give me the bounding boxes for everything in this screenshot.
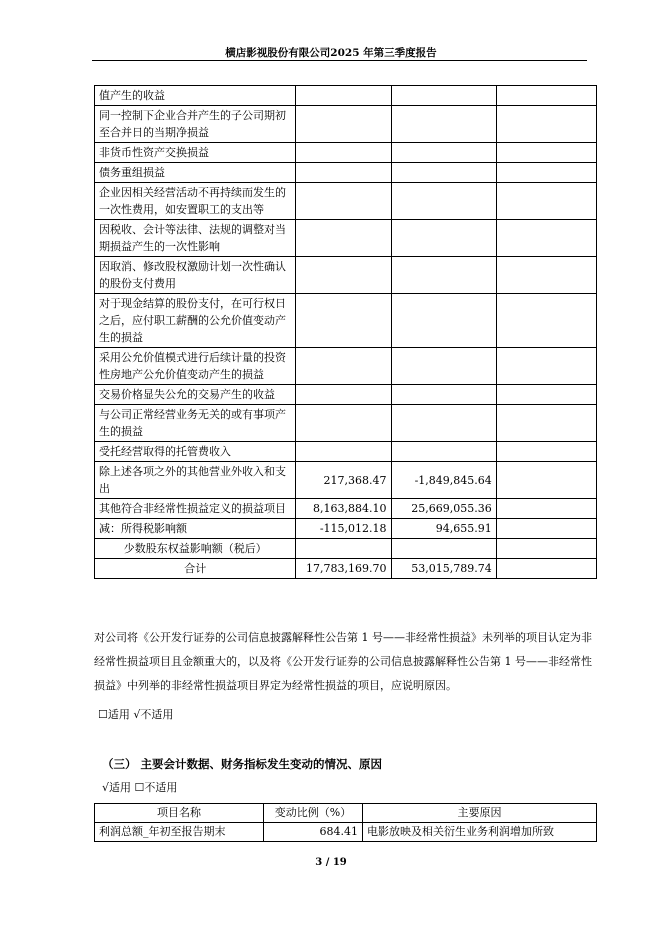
- cell-item: 对于现金结算的股份支付，在可行权日之后，应付职工薪酬的公允价值变动产生的损益: [95, 294, 296, 348]
- cell-value: [296, 539, 391, 559]
- cell-item: 除上述各项之外的其他营业外收入和支出: [95, 462, 296, 499]
- table-row: [95, 519, 597, 539]
- cell-value: [496, 385, 596, 405]
- cell-value: 17,783,169.70: [296, 559, 391, 579]
- cell-change-ratio: 684.41: [264, 823, 363, 842]
- cell-value: [496, 294, 596, 348]
- cell-value: [496, 519, 596, 539]
- cell-value: [496, 143, 596, 163]
- table-row: [95, 294, 597, 348]
- cell-value: [391, 163, 496, 183]
- cell-value: [496, 499, 596, 519]
- cell-value: [496, 442, 596, 462]
- cell-value: [496, 106, 596, 143]
- cell-value: [391, 294, 496, 348]
- table-row: [95, 143, 597, 163]
- cell-value: [296, 257, 391, 294]
- cell-item: 交易价格显失公允的交易产生的收益: [95, 385, 296, 405]
- header-change-ratio: 变动比例（%）: [264, 804, 363, 823]
- table-row: [95, 442, 597, 462]
- header-divider: [92, 60, 587, 61]
- cell-value: [391, 405, 496, 442]
- cell-value: [391, 257, 496, 294]
- cell-value: [496, 86, 596, 106]
- cell-value: [496, 348, 596, 385]
- table-row: [95, 385, 597, 405]
- cell-value: [296, 106, 391, 143]
- cell-value: [391, 106, 496, 143]
- table-row: [95, 183, 597, 220]
- cell-value: [496, 462, 596, 499]
- table-row: [95, 163, 597, 183]
- cell-item: 企业因相关经营活动不再持续而发生的一次性费用，如安置职工的支出等: [95, 183, 296, 220]
- cell-value: [496, 559, 596, 579]
- cell-value: [296, 86, 391, 106]
- cell-value: [496, 405, 596, 442]
- cell-value: [296, 348, 391, 385]
- cell-main-reason: 电影放映及相关衍生业务利润增加所致: [363, 823, 597, 842]
- cell-value: -115,012.18: [296, 519, 391, 539]
- table-header-row: [95, 804, 597, 823]
- cell-value: [296, 143, 391, 163]
- cell-item: 采用公允价值模式进行后续计量的投资性房地产公允价值变动产生的损益: [95, 348, 296, 385]
- cell-value: 53,015,789.74: [391, 559, 496, 579]
- non-recurring-gains-table: [94, 85, 597, 579]
- cell-item: 同一控制下企业合并产生的子公司期初至合并日的当期净损益: [95, 106, 296, 143]
- cell-value: [391, 86, 496, 106]
- cell-value: [296, 385, 391, 405]
- page-header: 横店影视股份有限公司2025 年第三季度报告: [225, 47, 437, 59]
- table-row: [95, 499, 597, 519]
- cell-value: [496, 257, 596, 294]
- header-main-reason: 主要原因: [363, 804, 597, 823]
- cell-value: [296, 220, 391, 257]
- cell-item: 因税收、会计等法律、法规的调整对当期损益产生的一次性影响: [95, 220, 296, 257]
- cell-item: 因取消、修改股权激励计划一次性确认的股份支付费用: [95, 257, 296, 294]
- cell-value: [496, 163, 596, 183]
- cell-value: [296, 294, 391, 348]
- cell-item: 债务重组损益: [95, 163, 296, 183]
- cell-item: 减：所得税影响额: [95, 519, 296, 539]
- header-item-name: 项目名称: [95, 804, 264, 823]
- cell-item: 其他符合非经常性损益定义的损益项目: [95, 499, 296, 519]
- table-row: [95, 348, 597, 385]
- cell-item: 非货币性资产交换损益: [95, 143, 296, 163]
- cell-value: 25,669,055.36: [391, 499, 496, 519]
- cell-value: [391, 220, 496, 257]
- table-row: [95, 405, 597, 442]
- cell-item: 合计: [95, 559, 296, 579]
- note-paragraph: 对公司将《公开发行证券的公司信息披露解释性公告第 1 号——非经常性损益》未列举的项目认定为非经常性损益项目且金额重大的，以及将《公开发行证券的公司信息披露解释性公告第 1 号——非经常性损益》中列举的非经常性损益项目界定为经常性损益的项目，应说明原因。: [94, 631, 592, 692]
- table-row: [95, 86, 597, 106]
- cell-value: [391, 442, 496, 462]
- cell-value: [391, 143, 496, 163]
- cell-item: 受托经营取得的托管费收入: [95, 442, 296, 462]
- page-number: 3 / 19: [315, 857, 347, 868]
- cell-value: [391, 183, 496, 220]
- applicability-not-applicable: ☐适用 √不适用: [98, 708, 174, 721]
- cell-item: 与公司正常经营业务无关的或有事项产生的损益: [95, 405, 296, 442]
- cell-value: -1,849,845.64: [391, 462, 496, 499]
- table-row: [95, 220, 597, 257]
- table-row: [95, 106, 597, 143]
- table-row: [95, 823, 597, 842]
- cell-value: [296, 183, 391, 220]
- cell-value: [391, 385, 496, 405]
- cell-value: 94,655.91: [391, 519, 496, 539]
- table-row: [95, 257, 597, 294]
- cell-value: [496, 539, 596, 559]
- cell-value: [391, 539, 496, 559]
- cell-value: [296, 442, 391, 462]
- cell-value: [391, 348, 496, 385]
- cell-value: 217,368.47: [296, 462, 391, 499]
- cell-value: [496, 220, 596, 257]
- cell-item: 少数股东权益影响额（税后）: [95, 539, 296, 559]
- cell-value: [296, 163, 391, 183]
- cell-item: 值产生的收益: [95, 86, 296, 106]
- cell-item-name: 利润总额_年初至报告期末: [95, 823, 264, 842]
- applicability-applicable: √适用 ☐不适用: [102, 781, 178, 794]
- change-reasons-table: [94, 803, 597, 842]
- table-row: [95, 462, 597, 499]
- cell-value: [296, 405, 391, 442]
- cell-value: [496, 183, 596, 220]
- cell-value: 8,163,884.10: [296, 499, 391, 519]
- table-row: [95, 559, 597, 579]
- table-row: [95, 539, 597, 559]
- section-title: （三） 主要会计数据、财务指标发生变动的情况、原因: [102, 757, 383, 771]
